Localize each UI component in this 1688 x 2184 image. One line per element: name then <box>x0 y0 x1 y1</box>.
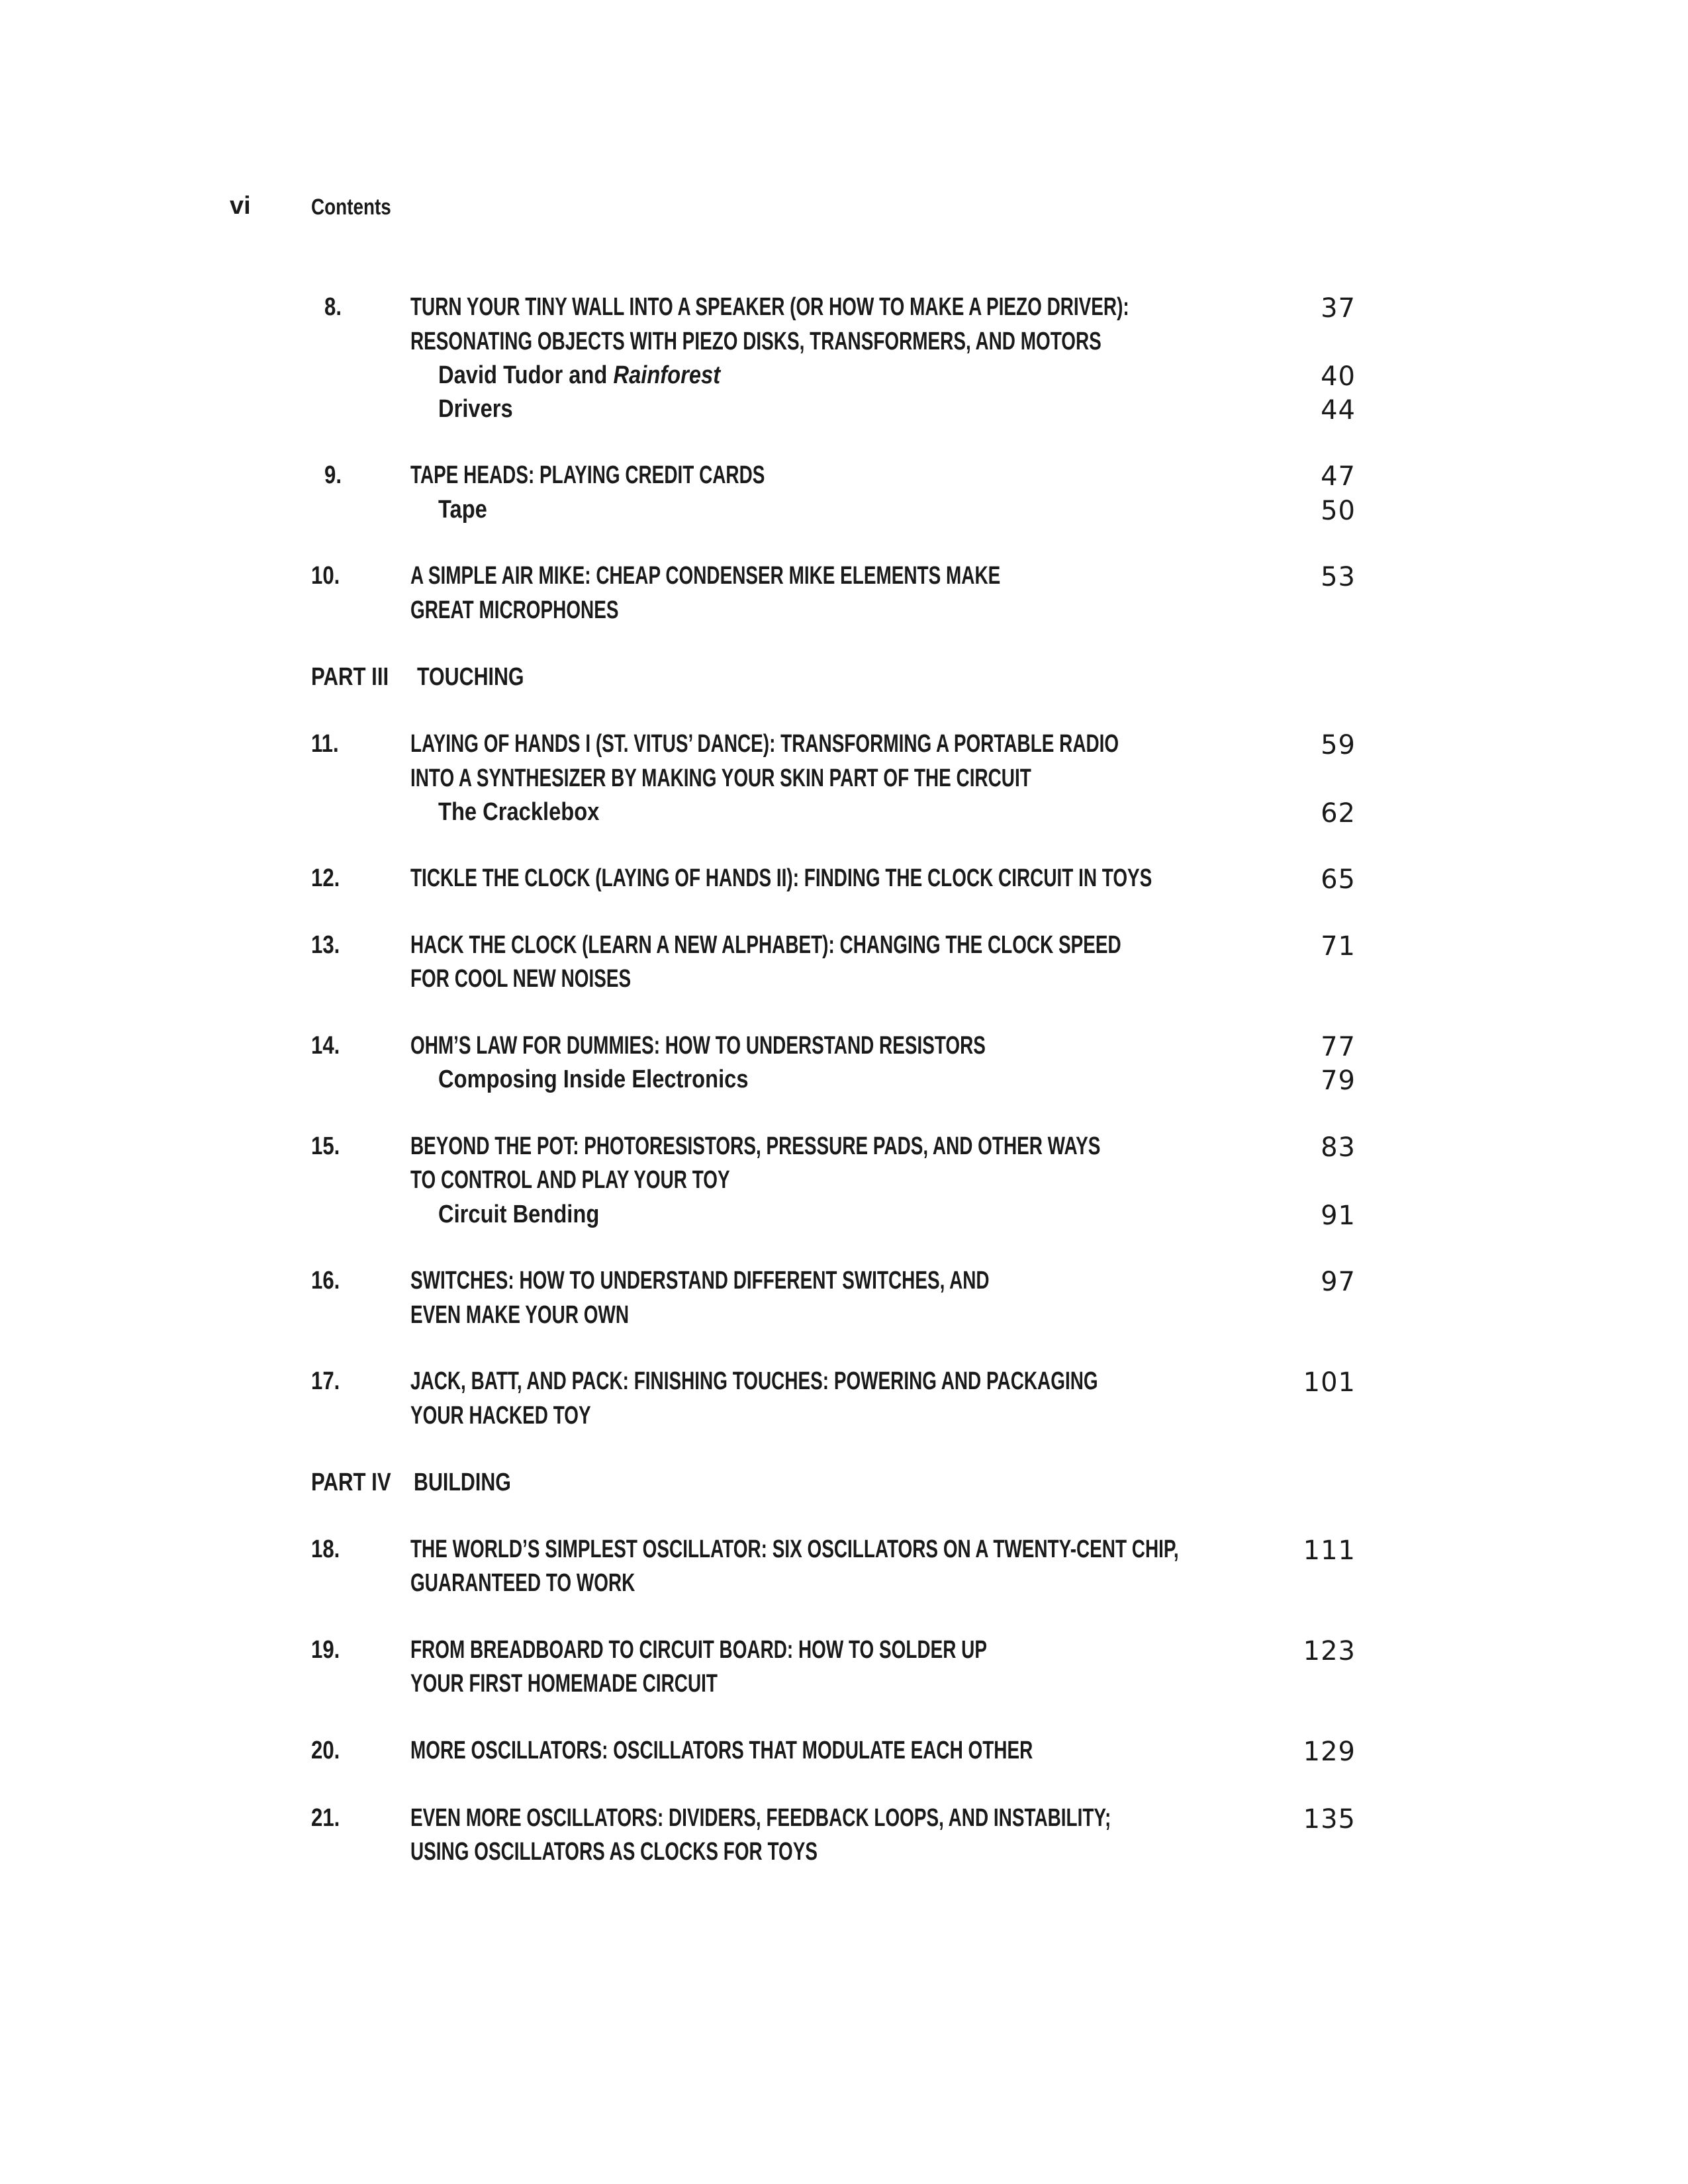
page-number: 135 <box>1303 1804 1356 1835</box>
chapter-title: JACK, BATT, AND PACK: FINISHING TOUCHES: POWERING AND PACKAGING <box>410 1367 1098 1395</box>
toc-entry-13[interactable] <box>0 931 1688 966</box>
chapter-number: 8. <box>324 293 342 321</box>
chapter-title: FROM BREADBOARD TO CIRCUIT BOARD: HOW TO SOLDER UP <box>410 1636 987 1664</box>
subentry-title: Composing Inside Electronics <box>438 1066 749 1093</box>
part-label: PART III <box>311 663 389 691</box>
toc-subentry[interactable] <box>0 1201 1688 1235</box>
chapter-title: OHM’S LAW FOR DUMMIES: HOW TO UNDERSTAND RESISTORS <box>410 1032 986 1060</box>
chapter-title-continued: GREAT MICROPHONES <box>410 596 619 624</box>
toc-entry-21-line2 <box>0 1838 1688 1872</box>
toc-entry-10[interactable] <box>0 562 1688 596</box>
chapter-number: 18. <box>311 1535 340 1563</box>
toc-subentry[interactable] <box>0 798 1688 833</box>
page-number: 40 <box>1321 361 1356 392</box>
chapter-number: 9. <box>324 461 342 489</box>
chapter-number: 15. <box>311 1132 340 1160</box>
toc-entry-18-line2 <box>0 1569 1688 1604</box>
chapter-title-continued: INTO A SYNTHESIZER BY MAKING YOUR SKIN PART OF THE CIRCUIT <box>410 764 1031 792</box>
chapter-title: TICKLE THE CLOCK (LAYING OF HANDS II): FINDING THE CLOCK CIRCUIT IN TOYS <box>410 864 1152 892</box>
chapter-number: 16. <box>311 1267 340 1295</box>
chapter-title-continued: YOUR FIRST HOMEMADE CIRCUIT <box>410 1670 718 1698</box>
chapter-title: SWITCHES: HOW TO UNDERSTAND DIFFERENT SWITCHES, AND <box>410 1267 990 1295</box>
subentry-title: Circuit Bending <box>438 1201 600 1228</box>
page-folio: vi <box>230 192 251 220</box>
toc-entry-17[interactable] <box>0 1367 1688 1402</box>
page-number: 101 <box>1303 1367 1356 1398</box>
subentry-title-italic: Rainforest <box>613 361 721 389</box>
page-number: 111 <box>1303 1535 1356 1566</box>
page-number: 97 <box>1321 1267 1356 1297</box>
chapter-number: 14. <box>311 1032 340 1060</box>
chapter-title-continued: GUARANTEED TO WORK <box>410 1569 635 1597</box>
page-number: 71 <box>1321 931 1356 962</box>
page-number: 77 <box>1321 1032 1356 1062</box>
chapter-title: TURN YOUR TINY WALL INTO A SPEAKER (OR HOW TO MAKE A PIEZO DRIVER): <box>410 293 1129 321</box>
toc-entry-11-line2 <box>0 764 1688 799</box>
toc-entry-20[interactable] <box>0 1737 1688 1771</box>
page-number: 62 <box>1321 798 1356 829</box>
chapter-title: THE WORLD’S SIMPLEST OSCILLATOR: SIX OSCILLATORS ON A TWENTY-CENT CHIP, <box>410 1535 1179 1563</box>
toc-entry-8-line2 <box>0 328 1688 362</box>
toc-entry-18[interactable] <box>0 1535 1688 1570</box>
toc-entry-9[interactable] <box>0 461 1688 496</box>
page-number: 37 <box>1321 293 1356 324</box>
chapter-title: BEYOND THE POT: PHOTORESISTORS, PRESSURE PADS, AND OTHER WAYS <box>410 1132 1101 1160</box>
toc-entry-16[interactable] <box>0 1267 1688 1301</box>
toc-entry-8[interactable] <box>0 293 1688 328</box>
page-number: 44 <box>1321 395 1356 426</box>
subentry-title: Tape <box>438 496 487 523</box>
chapter-number: 20. <box>311 1737 340 1764</box>
page-number: 79 <box>1321 1066 1356 1096</box>
page-number: 123 <box>1303 1636 1356 1666</box>
chapter-title: A SIMPLE AIR MIKE: CHEAP CONDENSER MIKE ELEMENTS MAKE <box>410 562 1001 590</box>
part-heading-3[interactable] <box>0 663 1688 698</box>
toc-subentry[interactable] <box>0 395 1688 430</box>
chapter-title-continued: USING OSCILLATORS AS CLOCKS FOR TOYS <box>410 1838 818 1866</box>
page-number: 129 <box>1303 1737 1356 1767</box>
page-number: 91 <box>1321 1201 1356 1231</box>
chapter-number: 13. <box>311 931 340 959</box>
toc-entry-19[interactable] <box>0 1636 1688 1670</box>
toc-entry-19-line2 <box>0 1670 1688 1704</box>
toc-subentry[interactable] <box>0 361 1688 396</box>
toc-entry-21[interactable] <box>0 1804 1688 1839</box>
part-title: BUILDING <box>414 1469 511 1496</box>
toc-subentry[interactable] <box>0 1066 1688 1100</box>
part-title: TOUCHING <box>417 663 524 691</box>
subentry-title: The Cracklebox <box>438 798 600 826</box>
chapter-number: 11. <box>311 730 339 758</box>
toc-entry-14[interactable] <box>0 1032 1688 1066</box>
subentry-title: Drivers <box>438 395 513 423</box>
chapter-number: 19. <box>311 1636 340 1664</box>
toc-entry-12[interactable] <box>0 864 1688 899</box>
toc-entry-17-line2 <box>0 1402 1688 1436</box>
chapter-title: MORE OSCILLATORS: OSCILLATORS THAT MODULATE EACH OTHER <box>410 1737 1033 1764</box>
page-number: 53 <box>1321 562 1356 592</box>
toc-entry-16-line2 <box>0 1301 1688 1336</box>
page-number: 50 <box>1321 496 1356 526</box>
part-label: PART IV <box>311 1469 391 1496</box>
toc-subentry[interactable] <box>0 496 1688 530</box>
subentry-title <box>438 361 720 390</box>
toc-entry-10-line2 <box>0 596 1688 631</box>
subentry-title-prefix: David Tudor and <box>438 361 614 389</box>
page-number: 65 <box>1321 864 1356 895</box>
toc-entry-11[interactable] <box>0 730 1688 764</box>
chapter-title-continued: FOR COOL NEW NOISES <box>410 965 632 993</box>
chapter-number: 10. <box>311 562 340 590</box>
chapter-title-continued: EVEN MAKE YOUR OWN <box>410 1301 630 1329</box>
chapter-title-continued: RESONATING OBJECTS WITH PIEZO DISKS, TRANSFORMERS, AND MOTORS <box>410 328 1102 355</box>
toc-entry-15[interactable] <box>0 1132 1688 1167</box>
page-number: 47 <box>1321 461 1356 492</box>
chapter-title: LAYING OF HANDS I (ST. VITUS’ DANCE): TRANSFORMING A PORTABLE RADIO <box>410 730 1119 758</box>
part-heading-4[interactable] <box>0 1469 1688 1503</box>
chapter-title-continued: TO CONTROL AND PLAY YOUR TOY <box>410 1166 730 1194</box>
running-head-title: Contents <box>311 195 391 220</box>
toc-entry-15-line2 <box>0 1166 1688 1201</box>
chapter-title: HACK THE CLOCK (LEARN A NEW ALPHABET): CHANGING THE CLOCK SPEED <box>410 931 1121 959</box>
chapter-number: 17. <box>311 1367 340 1395</box>
chapter-title: TAPE HEADS: PLAYING CREDIT CARDS <box>410 461 765 489</box>
page-number: 59 <box>1321 730 1356 760</box>
chapter-number: 12. <box>311 864 340 892</box>
toc-entry-13-line2 <box>0 965 1688 999</box>
page-number: 83 <box>1321 1132 1356 1163</box>
chapter-title-continued: YOUR HACKED TOY <box>410 1402 591 1430</box>
chapter-number: 21. <box>311 1804 340 1832</box>
chapter-title: EVEN MORE OSCILLATORS: DIVIDERS, FEEDBACK LOOPS, AND INSTABILITY; <box>410 1804 1111 1832</box>
